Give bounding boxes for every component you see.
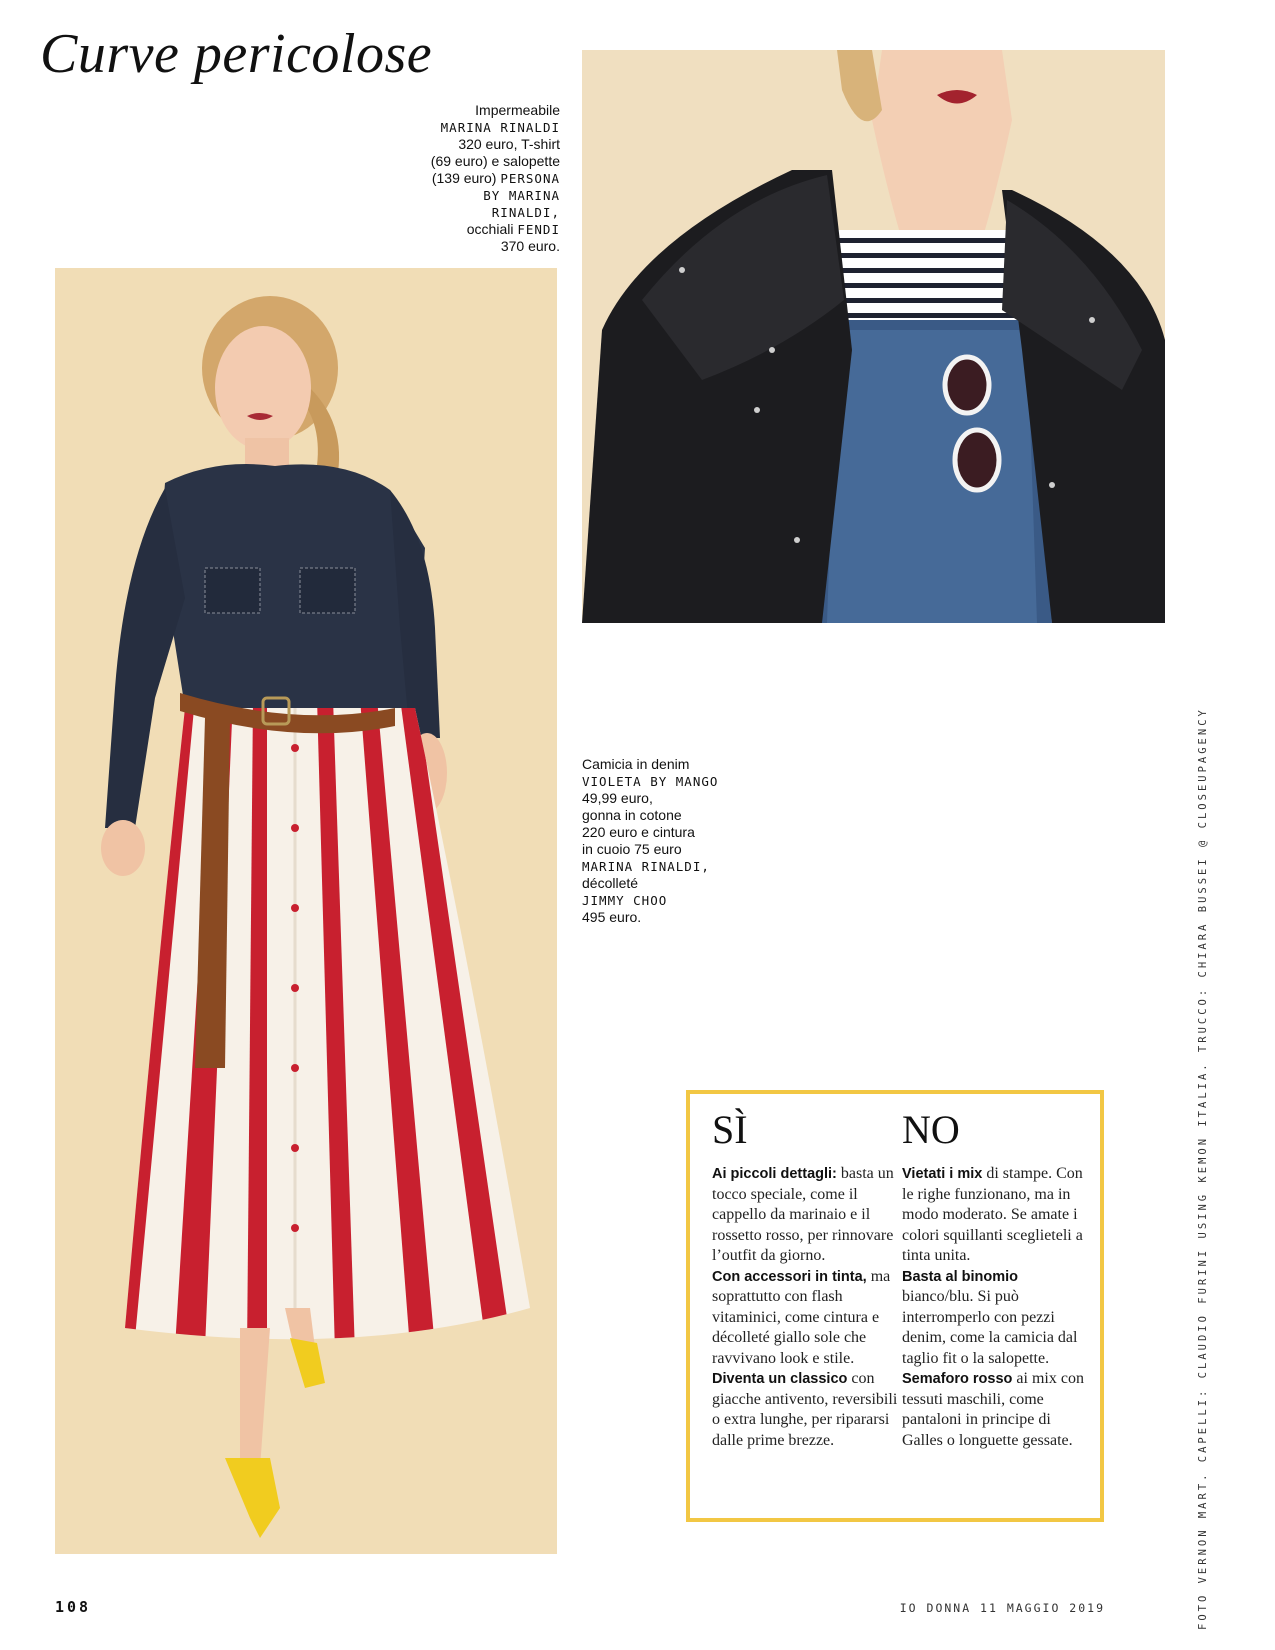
photo-full-outfit-illustration	[55, 268, 557, 1554]
caption-line	[410, 170, 560, 187]
caption-line: 320 euro, T-shirt	[458, 136, 560, 152]
caption-line: MARINA RINALDI	[440, 120, 560, 135]
page-number: 108	[55, 1598, 92, 1616]
no-item-body: di stampe. Con le righe funzionano, ma in modo moderato. Se amate i colori squillanti sceglieteli a tinta unita.	[902, 1165, 1083, 1264]
no-text	[902, 1164, 1088, 1451]
caption-line: décolleté	[582, 875, 639, 891]
caption-line: JIMMY CHOO	[582, 893, 668, 908]
si-heading: SÌ	[712, 1107, 748, 1152]
caption-line: BY MARINA RINALDI,	[483, 188, 560, 220]
no-item-body: bianco/blu. Si può interromperlo con pezzi denim, come la camicia dal taglio fit o la salopette.	[902, 1288, 1078, 1367]
caption-text: occhiali	[466, 221, 514, 237]
photo-full-outfit	[55, 268, 557, 1554]
page-title: Curve pericolose	[40, 23, 433, 85]
caption-brand: PERSONA	[500, 171, 560, 186]
caption-line: Camicia in denim	[582, 756, 690, 772]
caption-brand: FENDI	[517, 222, 560, 237]
caption-coat	[410, 102, 560, 255]
no-item-lead: Semaforo rosso	[902, 1371, 1013, 1387]
si-text	[712, 1164, 898, 1451]
si-item-body: ma soprattutto con flash vitaminici, come cintura e décolleté giallo sole che ravvivano look e stile.	[712, 1267, 891, 1367]
magazine-footer: IO DONNA 11 MAGGIO 2019	[899, 1601, 1105, 1615]
caption-text: (139 euro)	[431, 170, 497, 186]
caption-line: 370 euro.	[500, 238, 560, 254]
si-item-lead: Diventa un classico	[712, 1371, 848, 1387]
caption-line: MARINA RINALDI,	[582, 859, 710, 874]
photo-credit: FOTO VERNON MART. CAPELLI: CLAUDIO FURINI USING KEMON ITALIA. TRUCCO: CHIARA BUSSEI @ CLOSEUPAGENCY	[1197, 707, 1209, 1630]
caption-line: 49,99 euro,	[582, 790, 653, 806]
si-column	[712, 1108, 898, 1451]
no-item-lead: Vietati i mix	[902, 1166, 983, 1182]
caption-line: in cuoio 75 euro	[582, 841, 682, 857]
si-item-lead: Ai piccoli dettagli:	[712, 1166, 837, 1182]
caption-line: VIOLETA BY MANGO	[582, 774, 719, 789]
no-item-body: ai mix con tessuti maschili, come pantaloni in principe di Galles o longuette gessate.	[902, 1370, 1084, 1449]
photo-coat-illustration	[582, 50, 1165, 623]
caption-line: gonna in cotone	[582, 807, 682, 823]
no-heading: NO	[902, 1107, 960, 1152]
si-no-box	[686, 1090, 1104, 1522]
photo-coat-closeup	[582, 50, 1165, 623]
caption-line: 495 euro.	[582, 909, 642, 925]
no-item-lead: Basta al binomio	[902, 1268, 1019, 1285]
si-item-body: con giacche antivento, reversibili o extra lunghe, per ripararsi dalle prime brezze.	[712, 1370, 898, 1449]
no-column	[902, 1108, 1088, 1451]
caption-outfit	[582, 756, 742, 926]
caption-line	[410, 221, 560, 238]
si-item-lead: Con accessori in tinta,	[712, 1268, 867, 1285]
caption-line: Impermeabile	[475, 102, 560, 118]
si-item-body: basta un tocco speciale, come il cappello da marinaio e il rossetto rosso, per rinnovare l’outfit da giorno.	[712, 1165, 894, 1264]
caption-line: (69 euro) e salopette	[430, 153, 560, 169]
caption-line: 220 euro e cintura	[582, 824, 695, 840]
